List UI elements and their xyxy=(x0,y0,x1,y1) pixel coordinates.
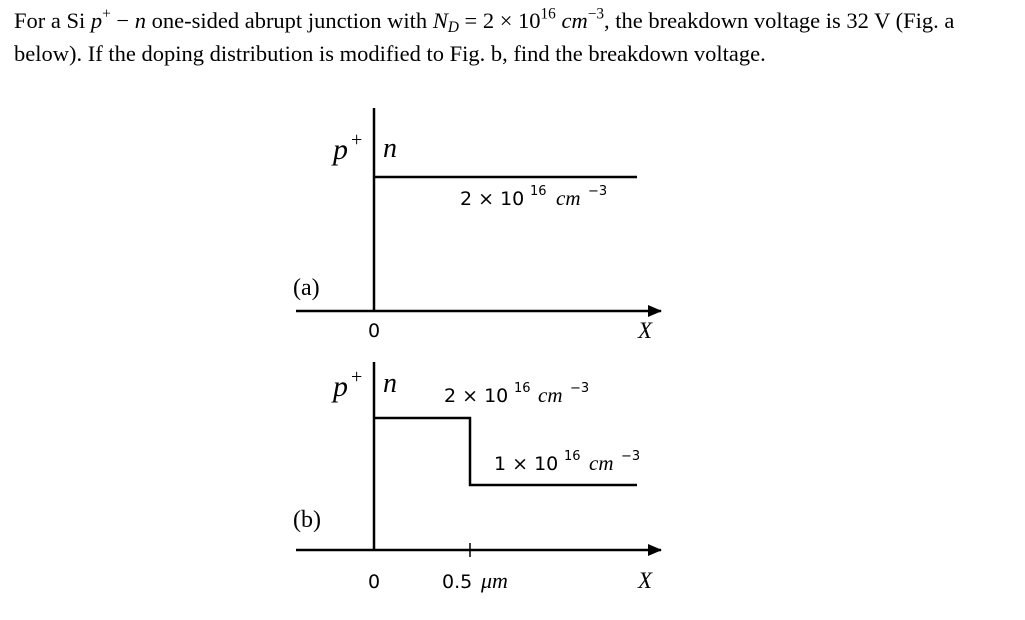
fig-b-doping1-unit-exp: −3 xyxy=(570,381,590,396)
fig-b-doping1-unit: cm xyxy=(538,383,563,407)
fig-b-doping2-coef: 1 × 10 xyxy=(494,453,559,475)
fig-b-origin-label: 0 xyxy=(368,571,381,593)
fig-b-doping2-unit-exp: −3 xyxy=(621,449,641,464)
fig-a-panel-label: (a) xyxy=(293,275,320,301)
figure-a xyxy=(293,108,661,343)
fig-b-doping1-exp: 16 xyxy=(514,381,531,396)
fig-b-axis-label: X xyxy=(638,568,653,593)
fig-a-doping-unit: cm xyxy=(556,186,581,210)
fig-b-n-label: n xyxy=(383,368,397,399)
fig-b-step-label-num: 0.5 xyxy=(442,571,473,593)
fig-b-p-sup: + xyxy=(351,366,363,388)
fig-a-axis-label: X xyxy=(638,318,653,343)
fig-b-doping1-coef: 2 × 10 xyxy=(444,385,509,407)
figure-b xyxy=(293,362,661,593)
p-variable: p xyxy=(90,8,103,33)
fig-a-doping-exp: 16 xyxy=(530,184,547,199)
fig-b-doping2-exp: 16 xyxy=(564,449,581,464)
fig-a-n-label: n xyxy=(383,133,397,164)
fig-b-step-label-unit: μm xyxy=(481,568,508,593)
fig-b-doping2-unit: cm xyxy=(589,451,614,475)
fig-a-doping-coef: 2 × 10 xyxy=(460,188,525,210)
fig-b-p-label: p xyxy=(333,370,348,403)
fig-b-panel-label: (b) xyxy=(293,507,321,533)
n-variable: n xyxy=(134,8,146,33)
fig-a-origin-label: 0 xyxy=(368,320,381,342)
fig-a-doping-unit-exp: −3 xyxy=(588,184,608,199)
nd-variable: N xyxy=(432,8,448,33)
fig-a-p-label: p xyxy=(333,133,348,166)
fig-a-p-sup: + xyxy=(351,129,363,151)
problem-statement: For a Si p+ − n one-sided abrupt junction with $N_D = 2 \times 10^{16}$ $cm^{-3}$, the breakdown voltage is 32 V (Fig. a below). If the doping distribution is modified to Fig. b, find the breakdown voltage. xyxy=(14,5,955,66)
